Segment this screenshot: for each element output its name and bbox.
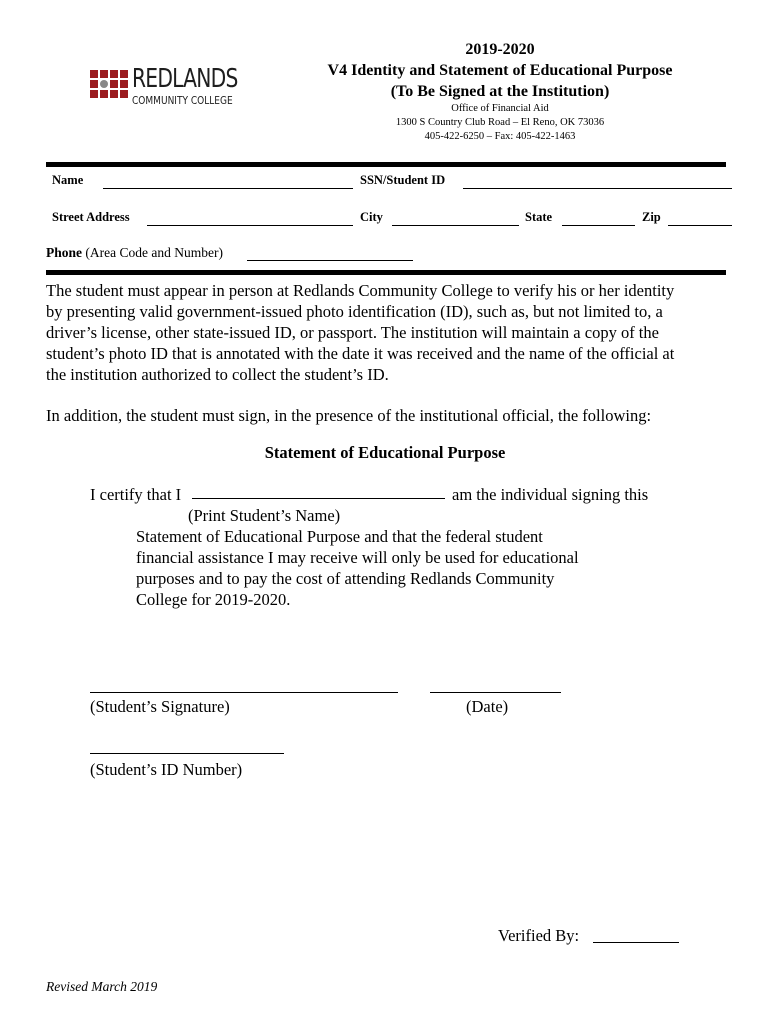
award-year: 2019-2020	[465, 41, 535, 58]
phone-field[interactable]	[247, 260, 413, 261]
paragraph-line: the institution authorized to collect the student’s ID.	[46, 365, 389, 384]
phone-row	[46, 245, 223, 261]
logo-subtitle: COMMUNITY COLLEGE	[132, 94, 233, 107]
ssn-label: SSN/Student ID	[360, 173, 446, 187]
top-divider	[46, 162, 726, 167]
office-name: Office of Financial Aid	[451, 103, 549, 114]
student-id-label: (Student’s ID Number)	[90, 760, 243, 779]
logo-name: REDLANDS	[132, 64, 238, 94]
form-divider	[46, 270, 726, 275]
office-address: 1300 S Country Club Road – El Reno, OK 73036	[395, 117, 605, 128]
student-name-field[interactable]	[192, 498, 445, 499]
signature-label: (Student’s Signature)	[90, 697, 230, 716]
revision-note: Revised March 2019	[46, 979, 158, 994]
statement-line: Statement of Educational Purpose and that the federal student	[136, 527, 543, 546]
state-label: State	[525, 210, 553, 224]
certify-suffix: am the individual signing this	[452, 485, 649, 504]
street-field[interactable]	[147, 225, 353, 226]
phone-hint: (Area Code and Number)	[85, 245, 223, 260]
certify-prefix: I certify that I	[90, 485, 182, 504]
paragraph-line: The student must appear in person at Redlands Community College to verify his or her identity	[46, 281, 675, 300]
date-label: (Date)	[466, 697, 509, 716]
office-phone-fax: 405-422-6250 – Fax: 405-422-1463	[424, 131, 576, 142]
ssn-field[interactable]	[463, 188, 732, 189]
identity-paragraph	[46, 280, 746, 385]
statement-line: financial assistance I may receive will only be used for educational	[136, 548, 579, 567]
name-label: Name	[52, 173, 84, 187]
print-name-hint: (Print Student’s Name)	[188, 506, 341, 525]
verified-field[interactable]	[593, 942, 679, 943]
phone-label: Phone	[46, 245, 83, 260]
city-label: City	[360, 210, 383, 224]
statement-heading: Statement of Educational Purpose	[264, 443, 506, 462]
instruction-paragraph: In addition, the student must sign, in the presence of the institutional official, the following:	[46, 406, 652, 425]
state-field[interactable]	[562, 225, 635, 226]
statement-text	[136, 526, 696, 610]
zip-label: Zip	[642, 210, 661, 224]
date-field[interactable]	[430, 692, 561, 693]
student-id-field[interactable]	[90, 753, 284, 754]
paragraph-line: driver’s license, other state-issued ID, or passport. The institution will maintain a copy of the	[46, 323, 659, 342]
street-label: Street Address	[52, 210, 130, 224]
paragraph-line: student’s photo ID that is annotated with the date it was received and the name of the official at	[46, 344, 675, 363]
verified-label: Verified By:	[498, 926, 580, 945]
paragraph-line: by presenting valid government-issued photo identification (ID), such as, but not limited to, a	[46, 302, 663, 321]
signature-field[interactable]	[90, 692, 398, 693]
college-logo	[90, 64, 240, 110]
document-subtitle: (To Be Signed at the Institution)	[390, 83, 610, 100]
city-field[interactable]	[392, 225, 519, 226]
zip-field[interactable]	[668, 225, 732, 226]
statement-line: purposes and to pay the cost of attending Redlands Community	[136, 569, 555, 588]
name-field[interactable]	[103, 188, 353, 189]
logo-mark-icon	[90, 70, 130, 106]
document-title: V4 Identity and Statement of Educational Purpose	[327, 62, 673, 79]
statement-line: College for 2019-2020.	[136, 590, 291, 609]
document-header	[250, 40, 750, 144]
